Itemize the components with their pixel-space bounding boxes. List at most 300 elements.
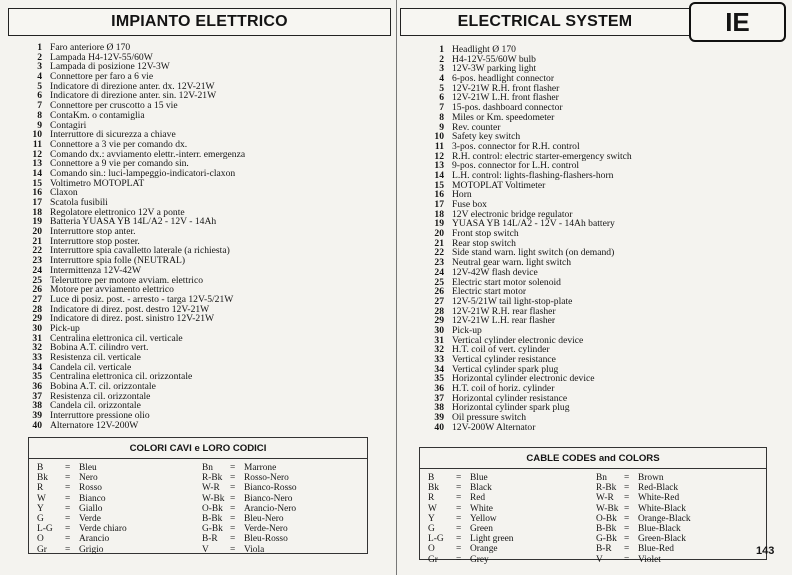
item-number: 36 [32,381,42,393]
code-row [596,514,764,524]
code-color-name: Brown [638,473,664,483]
code-abbrev: Bn [202,463,213,473]
item-number: 29 [32,313,42,325]
code-abbrev: O [37,534,44,545]
equals-sign: = [230,473,236,484]
equals-sign: = [624,483,630,494]
codes-column-1 [37,463,202,555]
codes-column-2 [202,463,367,555]
code-abbrev: B [37,463,44,473]
code-color-name: Bleu [79,463,97,473]
equals-sign: = [230,534,236,545]
equals-sign: = [624,544,630,555]
item-text: Miles or Km. speedometer [452,111,555,123]
list-item [20,421,245,431]
page-title: IMPIANTO ELETTRICO [8,8,391,36]
item-number: 14 [434,169,444,181]
item-text: Centralina elettronica cil. orizzontale [50,371,193,383]
code-abbrev: G-Bk [202,524,223,535]
item-text: Resistenza cil. verticale [50,352,141,363]
code-color-name: Grey [470,554,489,565]
code-abbrev: Bk [428,483,439,494]
item-number: 1 [37,42,42,53]
code-row [428,473,596,483]
item-number: 23 [434,257,444,269]
item-text: Rev. counter [452,121,501,133]
item-number: 27 [434,295,444,307]
code-row [428,555,596,565]
item-text: Indicatore di direz. post. destro 12V-21W [50,303,210,315]
item-number: 23 [32,255,42,267]
item-number: 19 [32,216,42,228]
code-row [37,534,202,544]
item-number: 12 [434,150,444,162]
item-number: 33 [434,354,444,365]
code-row [596,555,764,565]
code-row [428,483,596,493]
code-row [37,545,202,555]
code-abbrev: V [202,544,209,555]
item-text: Headlight Ø 170 [452,44,516,55]
item-number: 20 [434,228,444,240]
item-text: 6-pos. headlight connector [452,73,555,85]
code-color-name: Verde [79,513,101,524]
code-color-name: Yellow [470,513,497,524]
equals-sign: = [65,463,71,473]
code-abbrev: Y [428,513,435,524]
code-abbrev: Bn [596,473,607,483]
item-number: 34 [434,363,444,375]
code-row [596,473,764,483]
equals-sign: = [456,483,462,494]
code-abbrev: W-Bk [596,503,619,514]
item-number: 15 [434,179,444,191]
item-text: 12V-42W flash device [452,266,538,278]
equals-sign: = [65,493,71,504]
item-number: 9 [439,121,444,133]
code-abbrev: B-Bk [596,523,617,534]
item-number: 32 [32,342,42,354]
item-number: 8 [439,111,444,123]
code-row [428,493,596,503]
code-color-name: Blue-Black [638,523,681,534]
item-text: Resistenza cil. orizzontale [50,390,151,402]
item-text: Comando sin.: luci-lampeggio-indicatori-claxon [50,167,236,179]
item-number: 21 [32,235,42,247]
equals-sign: = [230,483,236,494]
item-number: 11 [32,138,42,150]
equals-sign: = [624,523,630,534]
item-text: Interruttore stop anter. [50,226,136,238]
item-text: Contagiri [50,119,87,131]
item-number: 16 [32,187,42,199]
code-row [202,473,367,483]
item-text: Connettore a 3 vie per comando dx. [50,138,188,150]
equals-sign: = [456,473,462,483]
code-abbrev: W-Bk [202,493,225,504]
item-number: 38 [32,400,42,412]
item-text: 12V electronic bridge regulator [452,208,573,220]
item-text: H.T. coil of vert. cylinder [452,344,550,356]
equals-sign: = [456,513,462,524]
item-number: 8 [37,109,42,121]
item-number: 6 [439,92,444,104]
component-list [20,43,245,431]
code-color-name: Bianco-Rosso [244,483,297,494]
item-number: 40 [434,421,444,433]
cable-codes-title: COLORI CAVI e LORO CODICI [29,438,367,459]
item-number: 12 [32,148,42,160]
item-text: Centralina elettronica cil. verticale [50,332,183,344]
item-text: 3-pos. connector for R.H. control [452,140,580,152]
item-text: Indicatore di direzione anter. dx. 12V-21W [50,80,215,92]
code-abbrev: W [428,503,437,514]
item-number: 39 [434,412,444,424]
equals-sign: = [624,513,630,524]
item-text: Interruttore spia folle (NEUTRAL) [50,255,186,267]
code-row [37,494,202,504]
item-text: R.H. control: electric starter-emergency switch [452,150,632,162]
item-text: Horizontal cylinder electronic device [452,373,595,385]
equals-sign: = [230,463,236,473]
item-text: Luce di posiz. post. - arresto - targa 12V-5/21W [50,293,234,305]
item-number: 33 [32,352,42,363]
code-row [37,483,202,493]
item-number: 37 [32,390,42,402]
equals-sign: = [65,473,71,484]
equals-sign: = [65,503,71,514]
item-text: L.H. control: lights-flashing-flashers-horn [452,169,614,181]
item-text: 12V-21W R.H. front flasher [452,82,560,94]
item-number: 3 [37,61,42,73]
right-page-english [396,0,792,575]
code-abbrev: Gr [37,544,47,555]
equals-sign: = [456,503,462,514]
code-color-name: Violet [638,554,661,565]
item-number: 19 [434,218,444,230]
item-text: Connettore per cruscotto a 15 vie [50,100,178,112]
code-abbrev: B-R [202,534,218,545]
item-text: Interruttore di sicurezza a chiave [50,129,176,141]
code-abbrev: G [428,523,435,534]
item-text: Connettore per faro a 6 vie [50,71,154,83]
item-number: 26 [32,284,42,296]
item-number: 18 [32,206,42,218]
list-item [422,423,632,433]
item-text: Comando dx.: avviamento elettr.-interr. emergenza [50,148,246,160]
code-color-name: Red [470,493,486,504]
item-text: Interruttore spia cavalletto laterale (a richiesta) [50,245,230,257]
item-number: 5 [439,82,444,94]
code-color-name: Grigio [79,544,104,555]
code-color-name: White-Black [638,503,686,514]
item-text: Safety key switch [452,131,521,143]
item-number: 38 [434,402,444,414]
page-number: 143 [756,545,775,557]
code-row [202,524,367,534]
item-number: 25 [434,276,444,288]
item-number: 16 [434,189,444,201]
item-text: Motore per avviamento elettrico [50,284,174,296]
item-text: Interruttore stop poster. [50,235,140,247]
item-text: Side stand warn. light switch (on demand) [452,247,615,259]
item-text: 15-pos. dashboard connector [452,102,563,114]
code-color-name: Bianco-Nero [244,493,293,504]
equals-sign: = [624,554,630,565]
equals-sign: = [65,483,71,494]
item-number: 29 [434,315,444,327]
item-text: Oil pressure switch [452,412,527,424]
item-text: Intermittenza 12V-42W [50,264,142,276]
code-abbrev: G [37,513,44,524]
item-text: H4-12V-55/60W bulb [452,53,536,65]
equals-sign: = [456,523,462,534]
code-abbrev: O-Bk [596,513,617,524]
equals-sign: = [456,544,462,555]
item-text: 12V-3W parking light [452,63,537,75]
code-color-name: Rosso [79,483,102,494]
item-text: 12V-21W R.H. rear flasher [452,305,556,317]
code-abbrev: B-R [596,544,612,555]
item-text: MOTOPLAT Voltimeter [452,179,546,191]
item-text: Pick-up [452,324,482,336]
code-color-name: Red-Black [638,483,679,494]
code-abbrev: Gr [428,554,438,565]
code-row [37,473,202,483]
code-abbrev: R-Bk [596,483,617,494]
item-number: 2 [37,51,42,63]
cable-codes-table [419,447,767,565]
item-text: Fuse box [452,199,487,210]
item-number: 27 [32,293,42,305]
item-number: 4 [439,73,444,85]
page-title: ELECTRICAL SYSTEM [400,8,690,36]
item-text: Lampada di posizione 12V-3W [50,61,170,73]
code-abbrev: V [596,554,603,565]
code-abbrev: W [37,493,46,504]
item-text: Front stop switch [452,228,519,240]
code-color-name: Orange-Black [638,513,691,524]
code-row [37,463,202,473]
code-abbrev: B [428,473,435,483]
item-text: Candela cil. orizzontale [50,400,141,412]
code-row [202,534,367,544]
code-color-name: Green-Black [638,534,686,545]
code-color-name: White-Red [638,493,680,504]
item-text: Batteria YUASA YB 14L/A2 - 12V - 14Ah [50,216,217,228]
equals-sign: = [624,503,630,514]
cable-codes-grid [29,459,367,555]
item-number: 7 [439,102,444,114]
item-text: Rear stop switch [452,237,516,249]
code-abbrev: W-R [596,493,614,504]
item-text: Indicatore di direz. post. sinistro 12V-21W [50,313,215,325]
code-color-name: Giallo [79,503,103,514]
code-color-name: Bianco [79,493,106,504]
equals-sign: = [65,544,71,555]
code-row [596,483,764,493]
code-row [428,524,596,534]
code-color-name: Blue-Red [638,544,674,555]
code-row [202,463,367,473]
equals-sign: = [230,513,236,524]
code-row [37,524,202,534]
item-number: 35 [434,373,444,385]
section-badge: IE [689,2,786,42]
equals-sign: = [456,534,462,545]
item-text: Voltimetro MOTOPLAT [50,177,145,189]
item-number: 10 [32,129,42,141]
code-abbrev: Bk [37,473,48,484]
code-abbrev: W-R [202,483,220,494]
item-number: 28 [434,305,444,317]
equals-sign: = [230,503,236,514]
code-abbrev: G-Bk [596,534,617,545]
item-number: 32 [434,344,444,356]
component-list [422,45,632,433]
item-text: Electric start motor [452,286,527,298]
item-text: Vertical cylinder electronic device [452,334,584,346]
item-number: 13 [32,158,42,170]
code-row [428,504,596,514]
code-row [596,524,764,534]
code-row [596,534,764,544]
code-abbrev: Y [37,503,44,514]
item-number: 20 [32,226,42,238]
item-number: 25 [32,274,42,286]
item-number: 13 [434,160,444,172]
item-number: 30 [32,322,42,334]
item-number: 39 [32,410,42,422]
cable-codes-title: CABLE CODES and COLORS [420,448,766,469]
code-color-name: Arancio [79,534,110,545]
item-number: 15 [32,177,42,189]
item-text: Interruttore pressione olio [50,410,150,422]
item-text: 12V-21W L.H. front flasher [452,92,559,104]
code-color-name: Verde-Nero [244,524,288,535]
item-number: 3 [439,63,444,75]
item-text: Candela cil. verticale [50,361,132,373]
equals-sign: = [456,554,462,565]
code-abbrev: R [428,493,435,504]
item-number: 10 [434,131,444,143]
code-row [202,545,367,555]
code-abbrev: O [428,544,435,555]
code-color-name: Nero [79,473,98,484]
code-color-name: Marrone [244,463,277,473]
equals-sign: = [65,513,71,524]
item-text: Horizontal cylinder spark plug [452,402,570,414]
item-number: 18 [434,208,444,220]
cable-codes-grid [420,469,766,565]
item-text: ContaKm. o contamiglia [50,109,145,121]
item-text: 12V-21W L.H. rear flasher [452,315,556,327]
code-color-name: Orange [470,544,498,555]
code-row [596,493,764,503]
equals-sign: = [624,493,630,504]
item-number: 17 [32,197,42,208]
code-row [428,534,596,544]
item-text: Pick-up [50,322,80,334]
codes-column-1 [428,473,596,565]
item-number: 31 [32,332,42,344]
codes-column-2 [596,473,764,565]
code-abbrev: R [37,483,44,494]
item-number: 24 [32,264,42,276]
item-number: 21 [434,237,444,249]
item-number: 34 [32,361,42,373]
code-abbrev: L-G [428,534,444,545]
equals-sign: = [230,544,236,555]
item-number: 11 [434,140,444,152]
item-text: Horizontal cylinder resistance [452,392,568,404]
code-row [202,504,367,514]
code-color-name: Viola [244,544,265,555]
equals-sign: = [230,493,236,504]
code-row [596,544,764,554]
code-color-name: Arancio-Nero [244,503,297,514]
item-text: 12V-200W Alternator [452,421,536,433]
code-color-name: Rosso-Nero [244,473,289,484]
item-text: Vertical cylinder spark plug [452,363,559,375]
code-color-name: White [470,503,493,514]
item-number: 6 [37,90,42,102]
cable-codes-table [28,437,368,554]
equals-sign: = [65,524,71,535]
code-row [37,514,202,524]
item-text: Bobina A.T. cilindro vert. [50,342,149,354]
item-number: 28 [32,303,42,315]
code-row [37,504,202,514]
code-abbrev: B-Bk [202,513,223,524]
item-text: 12V-5/21W tail light-stop-plate [452,295,573,307]
item-number: 7 [37,100,42,112]
item-text: Bobina A.T. cil. orizzontale [50,381,156,393]
item-number: 9 [37,119,42,131]
item-number: 2 [439,53,444,65]
equals-sign: = [624,473,630,483]
equals-sign: = [230,524,236,535]
item-text: Indicatore di direzione anter. sin. 12V-21W [50,90,217,102]
item-text: Scatola fusibili [50,197,108,208]
code-color-name: Light green [470,534,514,545]
code-abbrev: R-Bk [202,473,223,484]
item-text: Teleruttore per motore avviam. elettrico [50,274,204,286]
item-number: 26 [434,286,444,298]
code-color-name: Bleu-Rosso [244,534,288,545]
item-text: H.T. coil of horiz. cylinder [452,383,555,395]
item-number: 14 [32,167,42,179]
item-number: 35 [32,371,42,383]
equals-sign: = [65,534,71,545]
code-color-name: Green [470,523,493,534]
code-color-name: Blue [470,473,488,483]
item-text: Claxon [50,187,78,199]
item-number: 4 [37,71,42,83]
item-number: 22 [32,245,42,257]
item-number: 36 [434,383,444,395]
item-number: 5 [37,80,42,92]
item-text: Connettore a 9 vie per comando sin. [50,158,189,170]
code-row [202,483,367,493]
code-row [428,544,596,554]
code-abbrev: L-G [37,524,53,535]
item-text: Lampada H4-12V-55/60W [50,51,153,63]
equals-sign: = [624,534,630,545]
code-row [596,504,764,514]
code-color-name: Bleu-Nero [244,513,284,524]
code-abbrev: O-Bk [202,503,223,514]
